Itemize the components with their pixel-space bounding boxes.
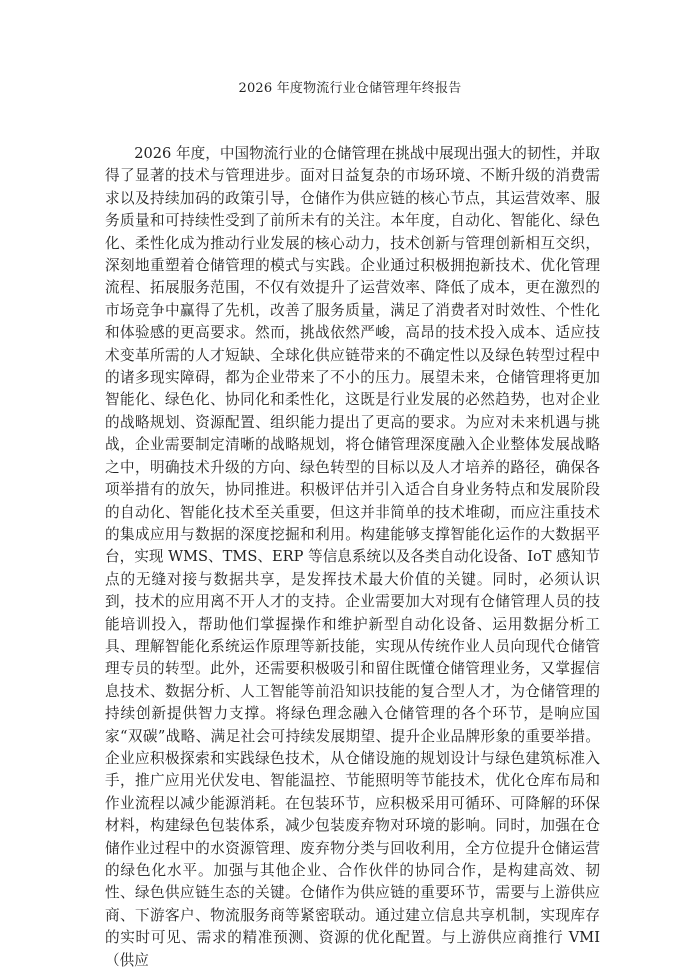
document-title: 2026 年度物流行业仓储管理年终报告 — [238, 81, 462, 96]
document-body-paragraph: 2026 年度，中国物流行业的仓储管理在挑战中展现出强大的韧性，并取得了显著的技术与管理进步。面对日益复杂的市场环境、不断升级的消费需求以及持续加码的政策引导，仓储作为供应链的核心节点，其运营效率、服务质量和可持续性受到了前所未有的关注。本年度，自动化、智能化、绿色化、柔性化成为推动行业发展的核心动力，技术创新与管理创新相互交织，深刻地重塑着仓储管理的模式与实践。企业通过积极拥抱新技术、优化管理流程、拓展服务范围，不仅有效提升了运营效率、降低了成本，更在激烈的市场竞争中赢得了先机，改善了服务质量，满足了消费者对时效性、个性化和体验感的更高要求。然而，挑战依然严峻，高昂的技术投入成本、适应技术变革所需的人才短缺、全球化供应链带来的不确定性以及绿色转型过程中的诸多现实障碍，都为企业带来了不小的压力。展望未来，仓储管理将更加智能化、绿色化、协同化和柔性化，这既是行业发展的必然趋势，也对企业的战略规划、资源配置、组织能力提出了更高的要求。为应对未来机遇与挑战，企业需要制定清晰的战略规划，将仓储管理深度融入企业整体发展战略之中，明确技术升级的方向、绿色转型的目标以及人才培养的路径，确保各项举措有的放矢，协同推进。积极评估并引入适合自身业务特点和发展阶段的自动化、智能化技术至关重要，但这并非简单的技术堆砌，而应注重技术的集成应用与数据的深度挖掘和利用。构建能够支撑智能化运作的大数据平台，实现 WMS、TMS、ERP 等信息系统以及各类自动化设备、IoT 感知节点的无缝对接与数据共享，是发挥技术最大价值的关键。同时，必须认识到，技术的应用离不开人才的支持。企业需要加大对现有仓储管理人员的技能培训投入，帮助他们掌握操作和维护新型自动化设备、运用数据分析工具、理解智能化系统运作原理等新技能，实现从传统作业人员向现代仓储管理专员的转型。此外，还需要积极吸引和留住既懂仓储管理业务，又掌握信息技术、数据分析、人工智能等前沿知识技能的复合型人才，为仓储管理的持续创新提供智力支撑。将绿色理念融入仓储管理的各个环节，是响应国家“双碳”战略、满足社会可持续发展期望、提升企业品牌形象的重要举措。企业应积极探索和实践绿色技术，从仓储设施的规划设计与绿色建筑标准入手，推广应用光伏发电、智能温控、节能照明等节能技术，优化仓库布局和作业流程以减少能源消耗。在包装环节，应积极采用可循环、可降解的环保材料，构建绿色包装体系，减少包装废弃物对环境的影响。同时，加强在仓储作业过程中的水资源管理、废弃物分类与回收利用，全方位提升仓储运营的绿色化水平。加强与其他企业、合作伙伴的协同合作，是构建高效、韧性、绿色供应链生态的关键。仓储作为供应链的重要环节，需要与上游供应商、下游客户、物流服务商等紧密联动。通过建立信息共享机制，实现库存的实时可见、需求的精准预测、资源的优化配置。与上游供应商推行 VMI（供应 — [105, 145, 600, 969]
